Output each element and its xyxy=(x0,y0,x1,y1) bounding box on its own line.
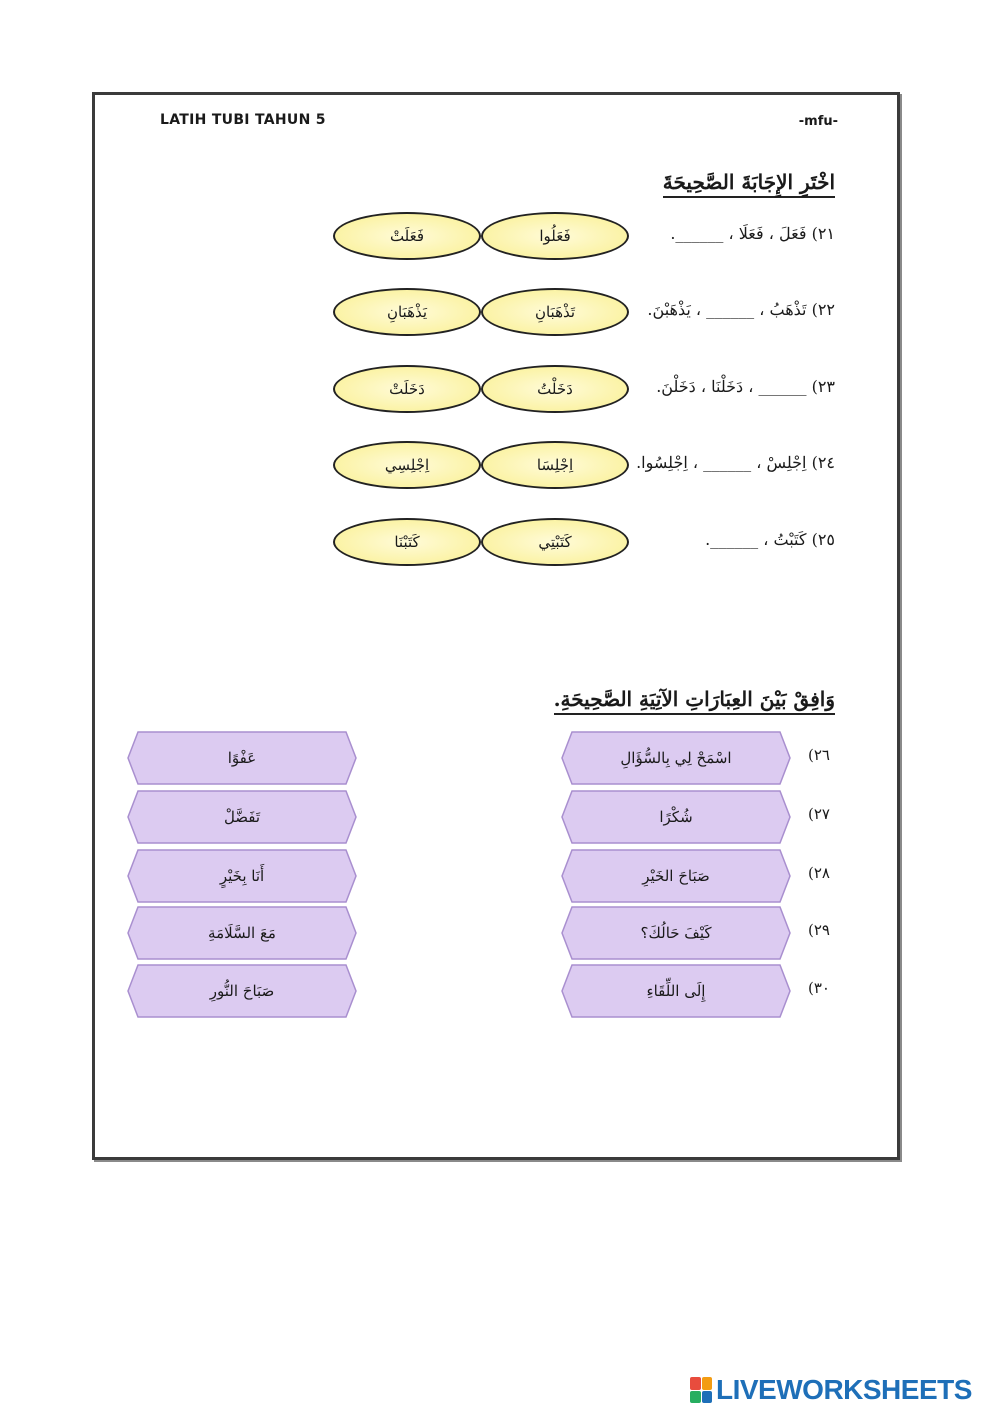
match-number: ٢٦) xyxy=(808,746,830,764)
match-phrase-text: صَبَاحَ الخَيْرِ xyxy=(642,867,710,885)
match-phrase-box[interactable] xyxy=(560,963,792,1019)
answer-option[interactable]: اِجْلِسِي xyxy=(333,441,481,489)
question-row xyxy=(0,441,1000,491)
question-row xyxy=(0,518,1000,568)
answer-option[interactable]: فَعَلُوا xyxy=(481,212,629,260)
section2-title: وَافِقْ بَيْنَ العِبَارَاتِ الآتِيَةِ الصَّحِيحَةِ. xyxy=(554,687,835,715)
match-phrase-box[interactable] xyxy=(560,730,792,786)
match-phrase-box[interactable] xyxy=(560,905,792,961)
match-answer-box[interactable] xyxy=(126,848,358,904)
match-row xyxy=(0,905,1000,961)
match-phrase-text: إِلَى اللِّقَاءِ xyxy=(646,982,706,1000)
answer-option[interactable]: يَذْهَبَانِ xyxy=(333,288,481,336)
logo-text: LIVEWORKSHEETS xyxy=(716,1374,972,1405)
match-answer-text: مَعَ السَّلَامَةِ xyxy=(208,924,276,942)
question-row xyxy=(0,212,1000,262)
answer-option[interactable]: دَخَلْتُ xyxy=(481,365,629,413)
question-text: ٢٥) كَتَبْتُ ، ______. xyxy=(705,530,835,549)
question-text: ٢٤) اِجْلِسْ ، ______ ، اِجْلِسُوا. xyxy=(636,453,835,472)
match-phrase-box[interactable] xyxy=(560,789,792,845)
match-phrase-text: شُكْرًا xyxy=(659,808,693,826)
match-answer-text: تَفَضَّلْ xyxy=(223,808,261,826)
match-answer-text: صَبَاحَ النُّورِ xyxy=(209,982,275,1000)
match-number: ٢٧) xyxy=(808,805,830,823)
logo-icon xyxy=(690,1377,712,1403)
answer-option[interactable]: كَتَبْتِي xyxy=(481,518,629,566)
match-phrase-box[interactable] xyxy=(560,848,792,904)
match-number: ٣٠) xyxy=(808,979,830,997)
section1-title: اخْتَرِ الإِجَابَةَ الصَّحِيحَةَ xyxy=(663,170,835,198)
answer-option[interactable]: فَعَلَتْ xyxy=(333,212,481,260)
match-answer-box[interactable] xyxy=(126,905,358,961)
answer-option[interactable]: كَتَبْنَا xyxy=(333,518,481,566)
worksheet-header-title: LATIH TUBI TAHUN 5 xyxy=(160,112,326,128)
match-phrase-text: اسْمَحْ لِي بِالسُّؤَالِ xyxy=(620,749,732,767)
answer-option[interactable]: دَخَلَتْ xyxy=(333,365,481,413)
match-answer-box[interactable] xyxy=(126,963,358,1019)
match-answer-box[interactable] xyxy=(126,789,358,845)
question-text: ٢٣) ______ ، دَخَلْنَا ، دَخَلْنَ. xyxy=(656,377,835,396)
match-row xyxy=(0,848,1000,904)
question-row xyxy=(0,365,1000,415)
worksheet-author-tag: -mfu- xyxy=(798,114,838,129)
match-phrase-text: كَيْفَ حَالُكَ؟ xyxy=(640,924,712,942)
match-answer-box[interactable] xyxy=(126,730,358,786)
match-number: ٢٩) xyxy=(808,921,830,939)
question-text: ٢١) فَعَلَ ، فَعَلَا ، ______. xyxy=(670,224,835,243)
match-row xyxy=(0,730,1000,786)
question-text: ٢٢) تَذْهَبُ ، ______ ، يَذْهَبْنَ. xyxy=(647,300,835,319)
match-answer-text: أَنَا بِخَيْرٍ xyxy=(219,867,265,885)
question-row xyxy=(0,288,1000,338)
match-answer-text: عَفْوًا xyxy=(227,749,257,767)
match-row xyxy=(0,789,1000,845)
match-row xyxy=(0,963,1000,1019)
answer-option[interactable]: اِجْلِسَا xyxy=(481,441,629,489)
answer-option[interactable]: تَذْهَبَانِ xyxy=(481,288,629,336)
match-number: ٢٨) xyxy=(808,864,830,882)
liveworksheets-logo xyxy=(690,1374,972,1406)
